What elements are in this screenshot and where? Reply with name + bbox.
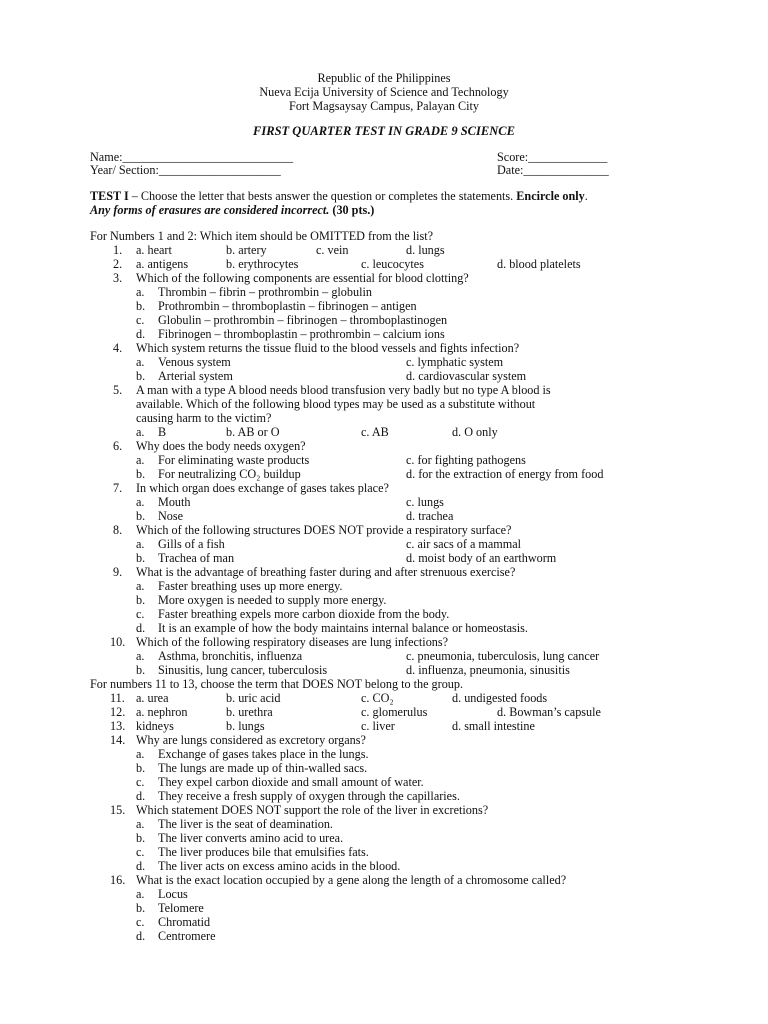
question-text-fragment: b. [136,467,146,481]
question-text-fragment: d. moist body of an earthworm [406,551,557,565]
question-text-fragment: b. [136,901,146,915]
question-text-fragment: d. [136,327,146,341]
question-text-fragment: b. urethra [226,705,273,719]
question-text-fragment: a. urea [136,691,169,705]
question-text-fragment: d. influenza, pneumonia, sinusitis [406,663,570,677]
question-text-fragment: A man with a type A blood needs blood transfusion very badly but no type A blood is [136,383,551,397]
question-text-fragment: b. [136,831,146,845]
question-text-fragment: a. [136,649,145,663]
question-text-fragment: d. [136,859,146,873]
instruction-text: – Choose the letter that bests answer the question or completes the statements. [128,189,517,203]
question-text-fragment: Asthma, bronchitis, influenza [158,649,303,663]
question-text-fragment: Arterial system [158,369,233,383]
question-text-fragment: 1. [113,243,123,257]
question-text-fragment: b. [136,509,146,523]
question-text-fragment: For numbers 11 to 13, choose the term that DOES NOT belong to the group. [90,677,464,691]
header-republic: Republic of the Philippines [317,71,451,85]
erasure-text: Any forms of erasures are considered incorrect. [90,203,330,217]
question-text-fragment: d. [136,789,146,803]
question-text-fragment: Which statement DOES NOT support the role of the liver in excretions? [136,803,489,817]
question-text-fragment: 2. [113,257,123,271]
test-label: TEST I [90,189,129,203]
erasure-warning [90,203,374,217]
test-instructions [90,189,588,203]
question-text-fragment: a. [136,453,145,467]
question-text-fragment: Faster breathing uses up more energy. [158,579,343,593]
question-text-fragment: Why does the body needs oxygen? [136,439,306,453]
question-text-fragment: Centromere [158,929,216,943]
question-text-fragment: What is the exact location occupied by a gene along the length of a chromosome called? [136,873,567,887]
question-text-fragment: a. [136,579,145,593]
question-text-fragment: More oxygen is needed to supply more energy. [158,593,387,607]
question-text-fragment: 15. [110,803,126,817]
question-text-fragment: The liver acts on excess amino acids in the blood. [158,859,401,873]
question-text-fragment: 13. [110,719,126,733]
question-text-fragment: The liver converts amino acid to urea. [158,831,344,845]
question-text-fragment: 12. [110,705,126,719]
question-text-fragment: 6. [113,439,123,453]
question-text-fragment: a. [136,537,145,551]
header-campus: Fort Magsaysay Campus, Palayan City [289,99,479,113]
question-text-fragment: Venous system [158,355,231,369]
question-text-fragment: It is an example of how the body maintains internal balance or homeostasis. [158,621,528,635]
question-text-fragment: d. [136,929,146,943]
question-text-fragment: b. [136,551,146,565]
question-text-fragment: a. antigens [136,257,189,271]
question-text-fragment: d. for the extraction of energy from food [406,467,604,481]
question-text-fragment: Trachea of man [158,551,235,565]
question-text-fragment: c. pneumonia, tuberculosis, lung cancer [406,649,600,663]
question-text-fragment: a. [136,355,145,369]
question-text-fragment: c. CO₂ [361,691,394,705]
question-text-fragment: The lungs are made up of thin-walled sacs. [158,761,368,775]
question-text-fragment: For eliminating waste products [158,453,310,467]
question-text-fragment: b. [136,369,146,383]
question-text-fragment: b. lungs [226,719,265,733]
year-section-field: Year/ Section:____________________ [90,163,281,177]
question-text-fragment: b. [136,299,146,313]
question-text-fragment: a. [136,425,145,439]
question-text-fragment: Globulin – prothrombin – fibrinogen – thromboplastinogen [158,313,448,327]
question-text-fragment: The liver produces bile that emulsifies fats. [158,845,369,859]
question-text-fragment: c. AB [361,425,389,439]
question-text-fragment: 7. [113,481,123,495]
question-text-fragment: B [158,425,167,439]
question-text-fragment: Telomere [158,901,204,915]
question-text-fragment: Exchange of gases takes place in the lungs. [158,747,369,761]
question-text-fragment: c. [136,313,145,327]
question-text-fragment: d. Bowman’s capsule [497,705,601,719]
question-text-fragment: Why are lungs considered as excretory organs? [136,733,366,747]
question-text-fragment: c. liver [361,719,395,733]
question-text-fragment: 4. [113,341,123,355]
question-text-fragment: They receive a fresh supply of oxygen through the capillaries. [158,789,460,803]
question-text-fragment: c. for fighting pathogens [406,453,526,467]
question-text-fragment: kidneys [136,719,174,733]
question-text-fragment: 8. [113,523,123,537]
question-text-fragment: available. Which of the following blood types may be used as a substitute without [136,397,536,411]
question-text-fragment: Which of the following structures DOES NOT provide a respiratory surface? [136,523,512,537]
question-text-fragment: In which organ does exchange of gases takes place? [136,481,389,495]
question-text-fragment: Chromatid [158,915,211,929]
question-text-fragment: Thrombin – fibrin – prothrombin – globulin [158,285,372,299]
encircle-note: Encircle only [516,189,585,203]
question-text-fragment: d. lungs [406,243,445,257]
name-field: Name:____________________________ [90,150,294,164]
question-text-fragment: a. nephron [136,705,188,719]
question-text-fragment: b. artery [226,243,267,257]
question-text-fragment: d. cardiovascular system [406,369,527,383]
question-text-fragment: 14. [110,733,126,747]
question-text-fragment: d. O only [452,425,498,439]
question-text-fragment: b. [136,761,146,775]
question-text-fragment: b. uric acid [226,691,281,705]
question-text-fragment: a. heart [136,243,172,257]
question-text-fragment: c. lungs [406,495,444,509]
question-text-fragment: The liver is the seat of deamination. [158,817,333,831]
date-field: Date:______________ [497,163,609,177]
points-text: (30 pts.) [329,203,375,217]
question-text-fragment: d. blood platelets [497,257,581,271]
question-text-fragment: Which system returns the tissue fluid to the blood vessels and fights infection? [136,341,520,355]
question-text-fragment: Sinusitis, lung cancer, tuberculosis [158,663,328,677]
question-text-fragment: Nose [158,509,184,523]
question-text-fragment: c. [136,607,145,621]
question-text-fragment: d. small intestine [452,719,535,733]
header-university: Nueva Ecija University of Science and Technology [259,85,509,99]
question-text-fragment: c. lymphatic system [406,355,504,369]
question-text-fragment: 5. [113,383,123,397]
question-text-fragment: c. [136,845,145,859]
question-text-fragment: 11. [110,691,125,705]
score-field: Score:_____________ [497,150,608,164]
question-text-fragment: d. [136,621,146,635]
question-text-fragment: a. [136,817,145,831]
question-text-fragment: c. leucocytes [361,257,424,271]
question-text-fragment: b. [136,663,146,677]
question-text-fragment: What is the advantage of breathing faster during and after strenuous exercise? [136,565,516,579]
page-title: FIRST QUARTER TEST IN GRADE 9 SCIENCE [253,124,515,138]
question-text-fragment: b. [136,593,146,607]
question-text-fragment: d. undigested foods [452,691,548,705]
question-text-fragment: a. [136,285,145,299]
question-text-fragment: b. AB or O [226,425,280,439]
question-text-fragment: 3. [113,271,123,285]
question-text-fragment: causing harm to the victim? [136,411,272,425]
question-text-fragment: c. air sacs of a mammal [406,537,522,551]
question-text-fragment: c. vein [316,243,349,257]
question-text-fragment: b. erythrocytes [226,257,299,271]
question-text-fragment: a. [136,747,145,761]
question-text-fragment: Gills of a fish [158,537,225,551]
question-text-fragment: a. [136,887,145,901]
question-text-fragment: 16. [110,873,126,887]
question-text-fragment: c. [136,775,145,789]
question-text-fragment: Prothrombin – thromboplastin – fibrinogen – antigen [158,299,417,313]
question-text-fragment: Mouth [158,495,191,509]
instruction-period: . [584,189,588,203]
question-text-fragment: 10. [110,635,126,649]
question-text-fragment: They expel carbon dioxide and small amount of water. [158,775,424,789]
question-text-fragment: Fibrinogen – thromboplastin – prothrombin – calcium ions [158,327,445,341]
question-text-fragment: d. trachea [406,509,454,523]
question-text-fragment: Which of the following respiratory diseases are lung infections? [136,635,449,649]
question-text-fragment: c. glomerulus [361,705,428,719]
question-text-fragment: For Numbers 1 and 2: Which item should be OMITTED from the list? [90,229,433,243]
question-text-fragment: c. [136,915,145,929]
question-text-fragment: Locus [158,887,188,901]
question-text-fragment: a. [136,495,145,509]
question-text-fragment: 9. [113,565,123,579]
question-text-fragment: Which of the following components are essential for blood clotting? [136,271,469,285]
question-text-fragment: Faster breathing expels more carbon dioxide from the body. [158,607,450,621]
question-text-fragment: For neutralizing CO₂ buildup [158,467,301,481]
